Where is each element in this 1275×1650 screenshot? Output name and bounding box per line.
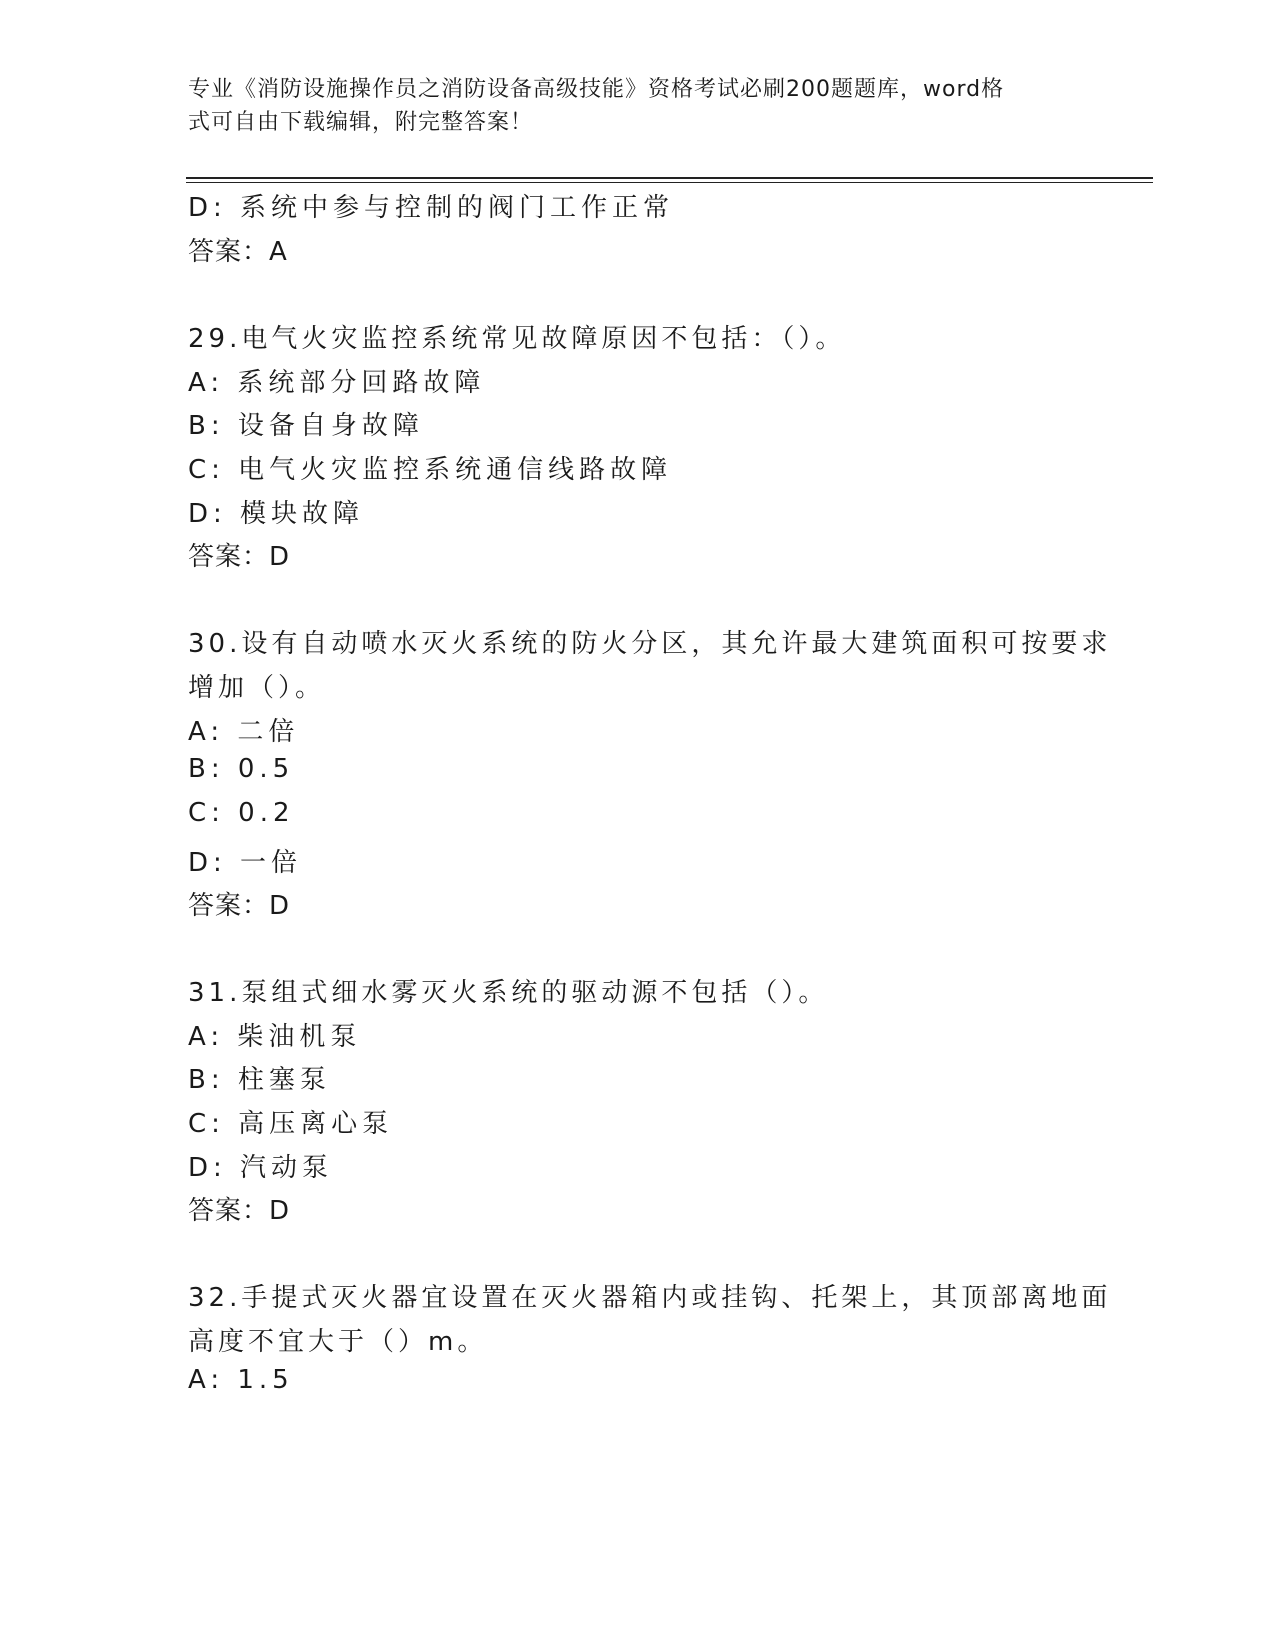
q30-option-c: C: 0.2 [188,798,295,828]
q29-stem: 29.电气火灾监控系统常见故障原因不包括：（）。 [188,324,846,354]
q32-option-a: A: 1.5 [188,1365,294,1395]
q30-answer: 答案：D [188,891,291,921]
prev-option-d: D: 系统中参与控制的阀门工作正常 [188,193,675,223]
q31-option-d: D: 汽动泵 [188,1153,334,1183]
q30-option-b: B: 0.5 [188,754,295,784]
header-divider-thin [186,182,1153,183]
q29-option-a: A: 系统部分回路故障 [188,368,486,398]
q29-option-d: D: 模块故障 [188,499,365,529]
q31-option-a: A: 柴油机泵 [188,1022,362,1052]
header-divider-thick [186,177,1153,179]
header-line-1: 专业《消防设施操作员之消防设备高级技能》资格考试必刷200题题库，word格 [188,77,1005,102]
header-line-2: 式可自由下载编辑，附完整答案！ [188,110,534,135]
q29-option-c: C: 电气火灾监控系统通信线路故障 [188,455,673,485]
q30-option-a: A: 二倍 [188,717,300,747]
q31-option-c: C: 高压离心泵 [188,1109,394,1139]
prev-answer: 答案：A [188,237,288,267]
q29-option-b: B: 设备自身故障 [188,411,424,441]
q31-option-b: B: 柱塞泵 [188,1065,331,1095]
q32-stem-line-1: 32.手提式灭火器宜设置在灭火器箱内或挂钩、托架上，其顶部离地面 [188,1283,1112,1313]
q31-answer: 答案：D [188,1196,291,1226]
q30-stem-line-2: 增加（）。 [188,673,326,703]
q29-answer: 答案：D [188,542,291,572]
q32-stem-line-2: 高度不宜大于（）m。 [188,1327,488,1357]
q30-stem-line-1: 30.设有自动喷水灭火系统的防火分区，其允许最大建筑面积可按要求 [188,629,1112,659]
q30-option-d: D: 一倍 [188,848,303,878]
q31-stem: 31.泵组式细水雾灭火系统的驱动源不包括（）。 [188,978,829,1008]
document-header [188,73,1068,139]
